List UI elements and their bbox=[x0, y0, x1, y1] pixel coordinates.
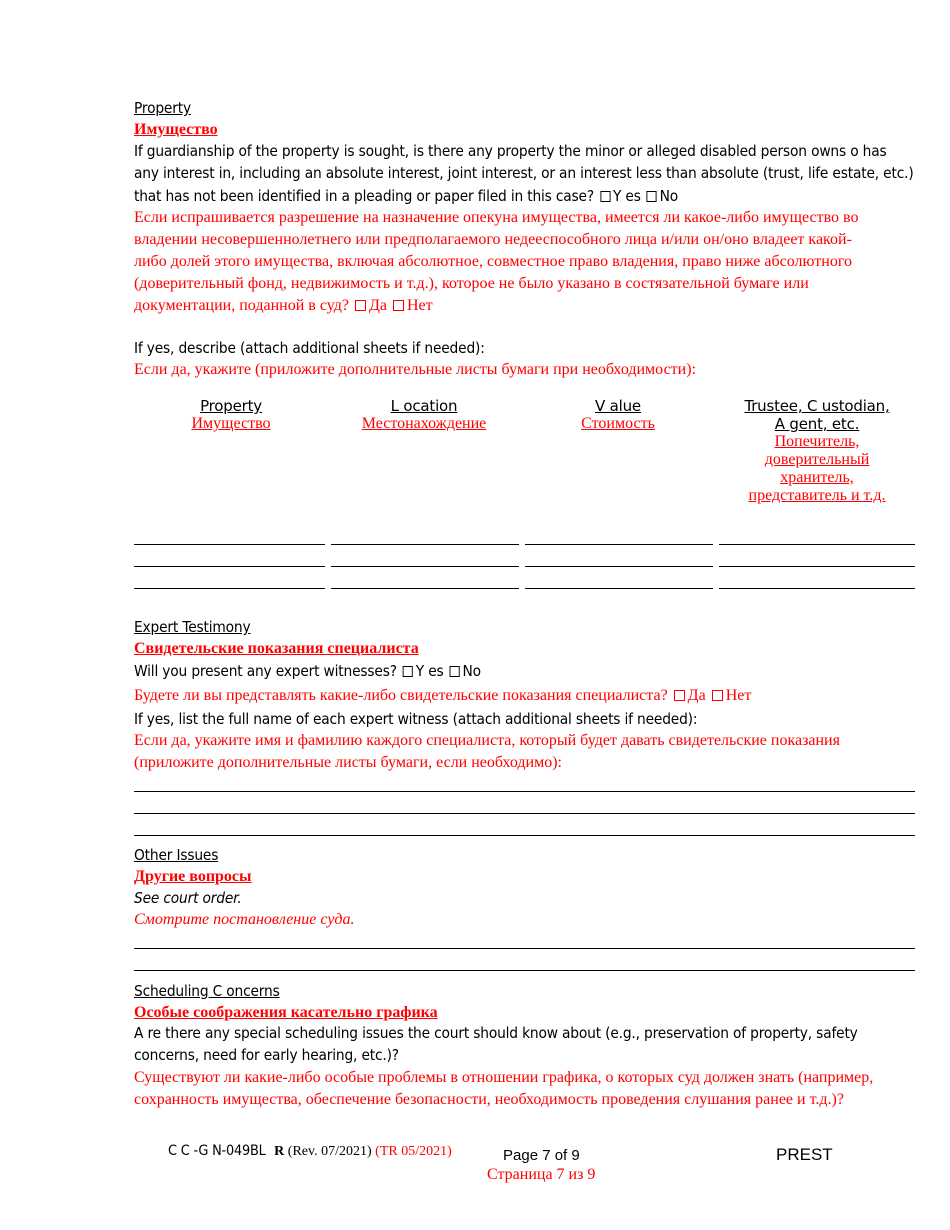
scheduling-question-ru-1: Существуют ли какие-либо особые проблемы в отношении графика, о которых суд должен знать (например, bbox=[134, 1069, 874, 1086]
location-fill-line[interactable] bbox=[331, 588, 519, 589]
column-property: Property Имущество bbox=[191, 397, 271, 432]
expert-list-instructions-ru-2: (приложите дополнительные листы бумаги, если необходимо): bbox=[134, 754, 562, 771]
property-no-checkbox[interactable] bbox=[647, 191, 657, 202]
expert-fill-line[interactable] bbox=[134, 813, 915, 814]
trustee-fill-line[interactable] bbox=[719, 544, 915, 545]
scheduling-heading: Scheduling C oncerns bbox=[134, 982, 280, 1000]
value-fill-line[interactable] bbox=[525, 566, 713, 567]
scheduling-question-ru-2: сохранность имущества, обеспечение безопасности, необходимость проведения слушания ранее и т.д.)? bbox=[134, 1091, 844, 1108]
property-yes-label: Y es bbox=[612, 187, 641, 205]
other-fill-line[interactable] bbox=[134, 948, 915, 949]
property-fill-line[interactable] bbox=[134, 566, 325, 567]
expert-yes-checkbox-ru[interactable] bbox=[674, 690, 685, 701]
scheduling-question-2: concerns, need for early hearing, etc.)? bbox=[134, 1046, 399, 1064]
property-question-ru-4: (доверительный фонд, недвижимость и т.д.), которое не было указано в состязательной бумаге или bbox=[134, 275, 809, 292]
expert-fill-line[interactable] bbox=[134, 835, 915, 836]
property-describe-ru: Если да, укажите (приложите дополнительные листы бумаги при необходимости): bbox=[134, 361, 697, 378]
property-question-ru-1: Если испрашивается разрешение на назначение опекуна имущества, имеется ли какое-либо имущество во bbox=[134, 209, 859, 226]
column-value: V alue Стоимость bbox=[581, 397, 655, 432]
expert-question-ru: Будете ли вы представлять какие-либо свидетельские показания специалиста? Да Нет bbox=[134, 687, 752, 704]
property-fill-line[interactable] bbox=[134, 544, 325, 545]
value-fill-line[interactable] bbox=[525, 544, 713, 545]
expert-list-instructions-ru-1: Если да, укажите имя и фамилию каждого специалиста, который будет давать свидетельские показания bbox=[134, 732, 840, 749]
property-question-line-2: any interest in, including an absolute interest, joint interest, or an interest less than absolute (trust, life estate, etc.) bbox=[134, 164, 914, 182]
scheduling-question-1: A re there any special scheduling issues the court should know about (e.g., preservation of property, safety bbox=[134, 1024, 858, 1042]
value-fill-line[interactable] bbox=[525, 588, 713, 589]
property-question-line-3: that has not been identified in a pleading or paper filed in this case? Y es No bbox=[134, 187, 679, 205]
property-heading-ru: Имущество bbox=[134, 121, 218, 138]
trustee-fill-line[interactable] bbox=[719, 588, 915, 589]
trustee-fill-line[interactable] bbox=[719, 566, 915, 567]
other-text: See court order. bbox=[134, 889, 242, 907]
expert-yes-label: Y es bbox=[415, 662, 444, 680]
form-number: C C -G N-049BL R (Rev. 07/2021) (TR 05/2021) bbox=[168, 1143, 452, 1159]
property-no-label-ru: Нет bbox=[406, 297, 433, 314]
location-fill-line[interactable] bbox=[331, 544, 519, 545]
expert-heading-ru: Свидетельские показания специалиста bbox=[134, 640, 419, 657]
scheduling-heading-ru: Особые соображения касательно графика bbox=[134, 1004, 438, 1021]
property-no-checkbox-ru[interactable] bbox=[393, 300, 404, 311]
page-number-ru: Страница 7 из 9 bbox=[487, 1166, 596, 1183]
prest-label: PREST bbox=[776, 1145, 833, 1164]
expert-fill-line[interactable] bbox=[134, 791, 915, 792]
other-heading-ru: Другие вопросы bbox=[134, 868, 252, 885]
property-yes-checkbox-ru[interactable] bbox=[355, 300, 366, 311]
expert-yes-label-ru: Да bbox=[687, 687, 706, 704]
other-text-ru: Смотрите постановление суда. bbox=[134, 911, 355, 928]
property-fill-line[interactable] bbox=[134, 588, 325, 589]
property-heading: Property bbox=[134, 99, 191, 117]
expert-no-label-ru: Нет bbox=[725, 687, 752, 704]
other-heading: Other Issues bbox=[134, 846, 219, 864]
property-describe: If yes, describe (attach additional sheets if needed): bbox=[134, 339, 485, 357]
expert-question: Will you present any expert witnesses? Y es No bbox=[134, 662, 481, 680]
expert-no-label: No bbox=[462, 662, 481, 680]
expert-list-instructions: If yes, list the full name of each expert witness (attach additional sheets if needed): bbox=[134, 710, 698, 728]
column-trustee: Trustee, C ustodian, A gent, etc. Попечитель, доверительный хранитель, представитель и т.д. bbox=[744, 397, 890, 504]
property-yes-label-ru: Да bbox=[368, 297, 387, 314]
location-fill-line[interactable] bbox=[331, 566, 519, 567]
other-fill-line[interactable] bbox=[134, 970, 915, 971]
expert-yes-checkbox[interactable] bbox=[403, 666, 413, 677]
expert-heading: Expert Testimony bbox=[134, 618, 251, 636]
expert-no-checkbox[interactable] bbox=[450, 666, 460, 677]
property-no-label: No bbox=[659, 187, 679, 205]
property-question-line-1: If guardianship of the property is sought, is there any property the minor or alleged disabled person owns o has bbox=[134, 142, 887, 160]
property-question-ru-2: владении несовершеннолетнего или предполагаемого недееспособного лица и/или он/оно владеет какой- bbox=[134, 231, 852, 248]
property-yes-checkbox[interactable] bbox=[600, 191, 610, 202]
column-location: L ocation Местонахождение bbox=[361, 397, 487, 432]
expert-no-checkbox-ru[interactable] bbox=[712, 690, 723, 701]
property-question-ru-5: документации, поданной в суд? Да Нет bbox=[134, 297, 433, 314]
page-number: Page 7 of 9 bbox=[503, 1147, 580, 1164]
property-question-ru-3: либо долей этого имущества, включая абсолютное, совместное право владения, право ниже абсолютного bbox=[134, 253, 852, 270]
